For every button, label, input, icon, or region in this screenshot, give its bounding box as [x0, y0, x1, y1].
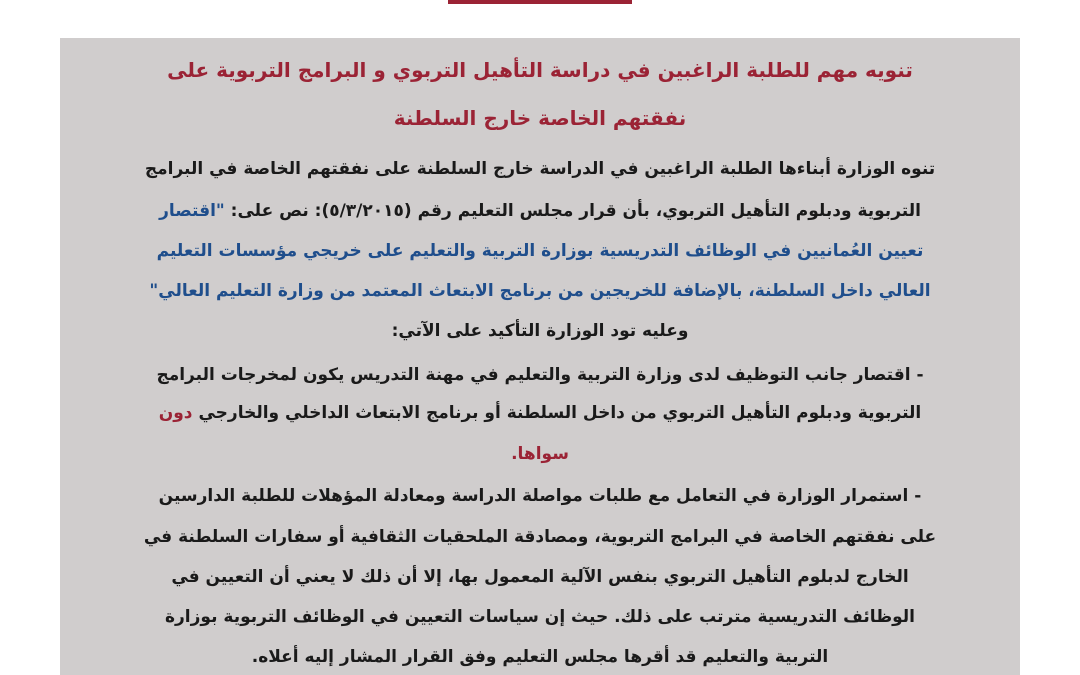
emphasis-text: دون [158, 403, 193, 423]
body-text: تنوه الوزارة أبناءها الطلبة الراغبين في الدراسة خارج السلطنة على نفقتهم الخاصة في البرامج [144, 159, 936, 179]
body-text: التربية والتعليم قد أقرها مجلس التعليم وفق القرار المشار إليه أعلاه. [251, 647, 829, 667]
body-text: وعليه تود الوزارة التأكيد على الآتي: [391, 321, 689, 341]
body-text: - استمرار الوزارة في التعامل مع طلبات مواصلة الدراسة ومعادلة المؤهلات للطلبة الدارسين [158, 486, 922, 506]
quote-text: العالي داخل السلطنة، بالإضافة للخريجين من برنامج الابتعاث المعتمد من وزارة التعليم العالي" [149, 281, 931, 301]
body-text: التربوية ودبلوم التأهيل التربوي، بأن قرار مجلس التعليم رقم (٥/٣/٢٠١٥): نص على: [224, 201, 921, 221]
bullet-line [60, 439, 1020, 469]
bullet-line [60, 398, 1020, 428]
top-accent-bar [448, 0, 632, 4]
announcement-title-line-1: تنويه مهم للطلبة الراغبين في دراسة التأهيل التربوي و البرامج التربوية على [167, 58, 913, 82]
quote-text: تعيين العُمانيين في الوظائف التدريسية بوزارة التربية والتعليم على خريجي مؤسسات التعليم [156, 241, 924, 261]
bullet-line [60, 642, 1020, 672]
bullet-line [60, 481, 1020, 511]
emphasis-text: سواها. [511, 444, 569, 464]
bullet-line [60, 522, 1020, 552]
body-text: - اقتصار جانب التوظيف لدى وزارة التربية والتعليم في مهنة التدريس يكون لمخرجات البرامج [156, 365, 924, 385]
body-line [60, 154, 1020, 184]
body-line [60, 196, 1020, 226]
body-line [60, 316, 1020, 346]
bullet-line [60, 602, 1020, 632]
body-text: على نفقتهم الخاصة في البرامج التربوية، ومصادقة الملحقيات الثقافية أو سفارات السلطنة في [143, 527, 937, 547]
quote-line [60, 276, 1020, 306]
body-text: التربوية ودبلوم التأهيل التربوي من داخل السلطنة أو برنامج الابتعاث الداخلي والخارجي [192, 403, 922, 423]
bullet-line [60, 562, 1020, 592]
announcement-panel [60, 38, 1020, 675]
quote-text: "اقتصار [159, 201, 225, 221]
announcement-title-line-2: نفقتهم الخاصة خارج السلطنة [393, 106, 687, 130]
quote-line [60, 236, 1020, 266]
body-text: الخارج لدبلوم التأهيل التربوي بنفس الآلية المعمول بها، إلا أن ذلك لا يعني أن التعيين في [171, 567, 909, 587]
body-text: الوظائف التدريسية مترتب على ذلك. حيث إن سياسات التعيين في الوظائف التربوية بوزارة [164, 607, 915, 627]
bullet-line [60, 360, 1020, 390]
